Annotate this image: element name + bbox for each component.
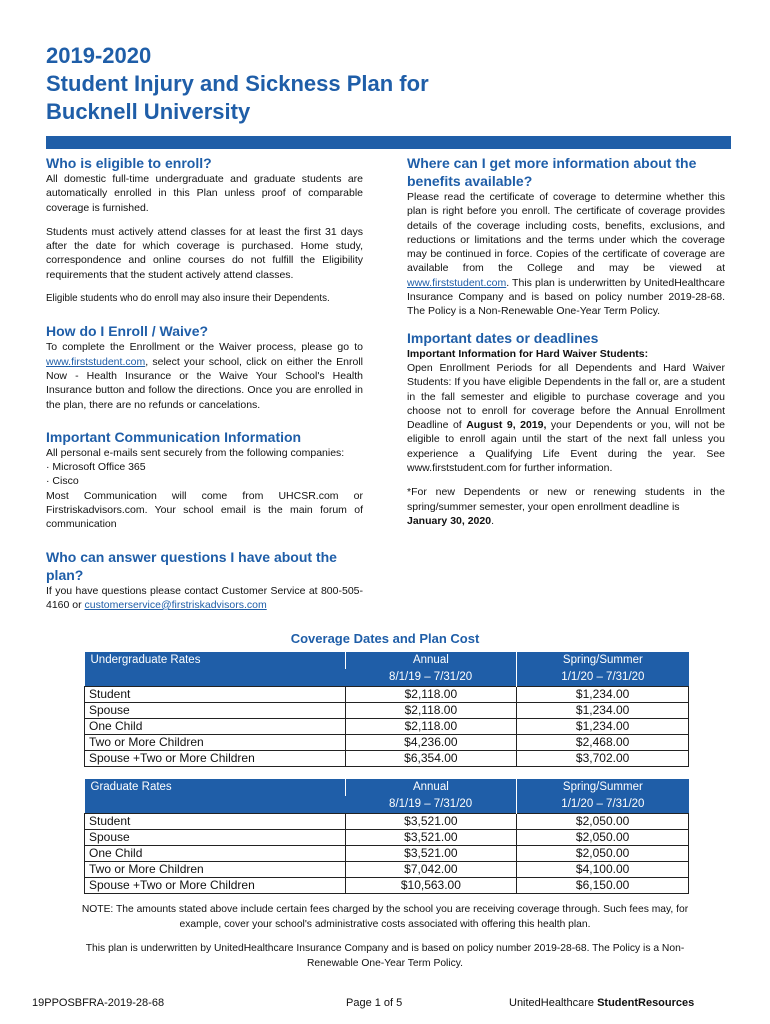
eligible-paragraph-1: All domestic full-time undergraduate and graduate students are automatically enrolled in this Plan unless proof of comparable coverage is furnished. bbox=[46, 173, 363, 214]
questions-heading: Who can answer questions I have about the plan? bbox=[46, 548, 337, 583]
grad-spring-label: Spring/Summer bbox=[517, 779, 689, 796]
firststudent-link-2[interactable]: www.firststudent.com bbox=[407, 276, 507, 289]
customer-service-email-link[interactable]: customerservice@firstriskadvisors.com bbox=[84, 598, 267, 611]
fees-note: NOTE: The amounts stated above include certain fees charged by the school you are receiving coverage through. Such fees may, for example, cover your school's administrative costs associated with offering this health plan. bbox=[81, 904, 689, 930]
communication-heading: Important Communication Information bbox=[46, 428, 302, 445]
undergrad-annual-label: Annual bbox=[345, 652, 517, 669]
grad-annual-label: Annual bbox=[345, 779, 517, 796]
dates-heading: Important dates or deadlines bbox=[407, 329, 599, 346]
table-row: Student $2,118.00 $1,234.00 bbox=[85, 687, 689, 703]
dates-paragraph: Open Enrollment Periods for all Dependents and Hard Waiver Students: If you have eligible Dependents in the fall or, are a student in the fall semester and eligible to purchase coverage and you choose not to enroll for coverage before the Annual Enrollment Deadline of August 9, 2019, your Dependents or you, will not be eligible to enroll again until the start of the next fall unless you experience a Qualifying Life Event during the year. See www.firststudent.com for further information. bbox=[407, 361, 725, 475]
undergrad-spring-label: Spring/Summer bbox=[517, 652, 689, 669]
dates-subheading: Important Information for Hard Waiver Students: bbox=[407, 347, 649, 360]
right-column bbox=[407, 154, 725, 528]
grad-spring-dates: 1/1/20 – 7/31/20 bbox=[517, 796, 689, 814]
table-row: Two or More Children $7,042.00 $4,100.00 bbox=[85, 862, 689, 878]
grad-header: Graduate Rates bbox=[85, 779, 346, 814]
footer-document-code: 19PPOSBFRA-2019-28-68 bbox=[32, 997, 165, 1009]
eligible-paragraph-3: Eligible students who do enroll may also insure their Dependents. bbox=[46, 293, 330, 305]
footer-brand: UnitedHealthcare StudentResources bbox=[509, 997, 695, 1009]
table-row: Spouse $2,118.00 $1,234.00 bbox=[85, 703, 689, 719]
table-row: Student $3,521.00 $2,050.00 bbox=[85, 814, 689, 830]
info-heading: Where can I get more information about the benefits available? bbox=[407, 155, 697, 189]
document-title bbox=[46, 42, 546, 126]
questions-paragraph: If you have questions please contact Customer Service at 800-505-4160 or customerservice@firstriskadvisors.com bbox=[46, 584, 363, 611]
communication-item-cisco: · Cisco bbox=[46, 475, 79, 488]
table-row: Spouse +Two or More Children $6,354.00 $3,702.00 bbox=[85, 751, 689, 767]
enroll-heading: How do I Enroll / Waive? bbox=[46, 323, 209, 340]
spring-deadline-line: January 30, 2020. bbox=[407, 514, 494, 527]
undergrad-annual-dates: 8/1/19 – 7/31/20 bbox=[345, 669, 517, 687]
coverage-heading: Coverage Dates and Plan Cost bbox=[290, 631, 480, 646]
annual-deadline: August 9, 2019, bbox=[466, 419, 547, 432]
table-row: Spouse $3,521.00 $2,050.00 bbox=[85, 830, 689, 846]
undergrad-spring-dates: 1/1/20 – 7/31/20 bbox=[517, 669, 689, 687]
table-row: One Child $3,521.00 $2,050.00 bbox=[85, 846, 689, 862]
table-row: Two or More Children $4,236.00 $2,468.00 bbox=[85, 735, 689, 751]
table-row: Spouse +Two or More Children $10,563.00 $6,150.00 bbox=[85, 878, 689, 894]
graduate-rates-table bbox=[84, 779, 689, 894]
eligible-heading: Who is eligible to enroll? bbox=[46, 155, 212, 171]
title-divider-bar bbox=[46, 136, 731, 149]
title-plan: Student Injury and Sickness Plan for bbox=[46, 71, 429, 96]
firststudent-link[interactable]: www.firststudent.com bbox=[46, 355, 146, 368]
info-paragraph: Please read the certificate of coverage to determine whether this plan is right before you enroll. The certificate of coverage provides details of the coverage including costs, benefits, exclusions, and reductions or limitations and the terms under which the coverage may be continued in force. Copies of the certificate of coverage are available from the College and may be viewed at www.firststudent.com. This plan is underwritten by UnitedHealthcare Insurance Company and is based on policy number 2019-28-68. The Policy is a Non-Renewable One-Year Term Policy. bbox=[407, 191, 725, 318]
underwriting-note: This plan is underwritten by UnitedHealthcare Insurance Company and is based on policy number 2019-28-68. The Policy is a Non-Renewable One-Year Term Policy. bbox=[85, 943, 685, 969]
left-column bbox=[46, 154, 363, 612]
undergrad-header: Undergraduate Rates bbox=[85, 652, 346, 687]
table-row: One Child $2,118.00 $1,234.00 bbox=[85, 719, 689, 735]
spring-paragraph: *For new Dependents or new or renewing students in the spring/summer semester, your open enrollment deadline is bbox=[407, 486, 725, 513]
enroll-paragraph: To complete the Enrollment or the Waiver process, please go to www.firststudent.com, select your school, click on either the Enroll Now - Health Insurance or the Waive Your School's Health Insurance button and follow the directions. Once you are enrolled in the plan, there are no refunds or cancelations. bbox=[46, 341, 363, 411]
grad-annual-dates: 8/1/19 – 7/31/20 bbox=[345, 796, 517, 814]
communication-paragraph: Most Communication will come from UHCSR.com or Firstriskadvisors.com. Your school email is the main forum of communication bbox=[46, 489, 363, 531]
communication-intro: All personal e-mails sent securely from the following companies: bbox=[46, 446, 345, 459]
title-school: Bucknell University bbox=[46, 99, 251, 124]
eligible-paragraph-2: Students must actively attend classes for at least the first 31 days after the date for which coverage is purchased. Home study, correspondence and online courses do not fulfill the Eligibility requirements that the student actively attend classes. bbox=[46, 225, 363, 281]
footer-page-number: Page 1 of 5 bbox=[346, 997, 403, 1009]
communication-item-office365: · Microsoft Office 365 bbox=[46, 461, 146, 474]
title-year: 2019-2020 bbox=[46, 43, 152, 68]
undergraduate-rates-table bbox=[84, 652, 689, 767]
spring-deadline: January 30, 2020 bbox=[407, 514, 492, 527]
